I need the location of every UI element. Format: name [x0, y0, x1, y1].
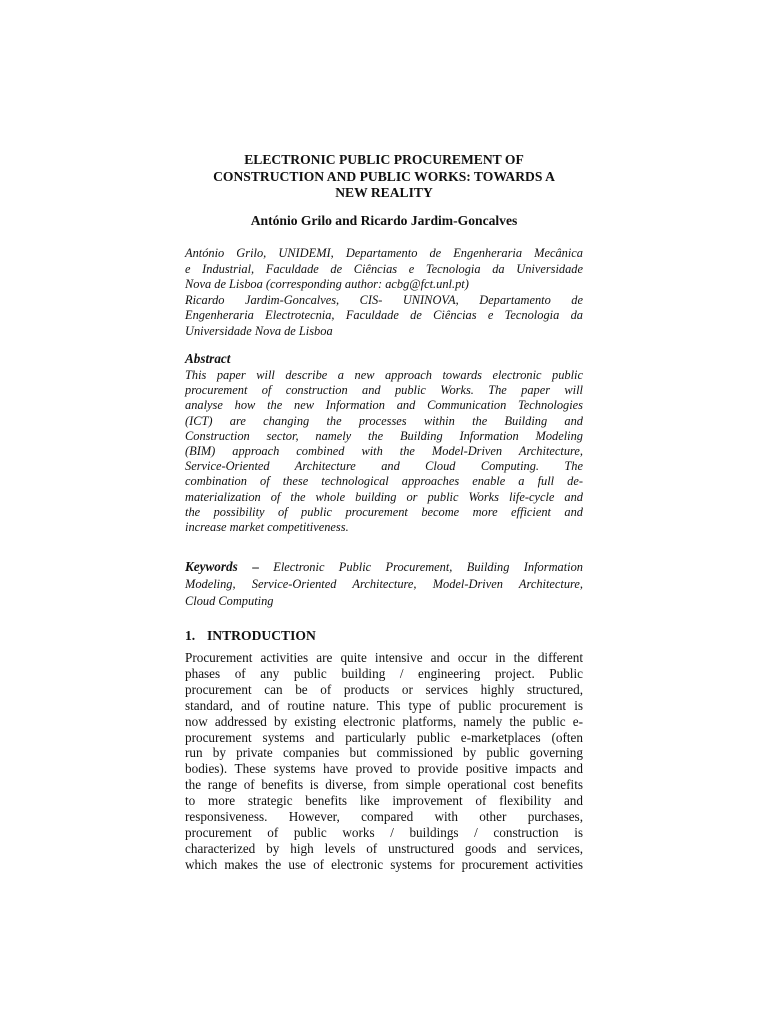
- abstract-line: procurement of construction and public Works. The paper will: [185, 383, 583, 398]
- abstract-line: increase market competitiveness.: [185, 520, 349, 535]
- body-line: Procurement activities are quite intensive and occur in the different: [185, 650, 583, 665]
- body-line: now addressed by existing electronic platforms, namely the public e-: [185, 713, 583, 729]
- abstract-body: [185, 368, 583, 535]
- abstract-line: materialization of the whole building or public Works life-cycle and: [185, 489, 583, 504]
- body-line: responsiveness. However, compared with other purchases,: [185, 809, 583, 825]
- paper-title: [185, 152, 583, 202]
- body-line: bodies). These systems have proved to provide positive impacts and: [185, 761, 583, 777]
- body-line: procurement of public works / buildings / construction is: [185, 824, 583, 840]
- body-line: procurement can be of products or services highly structured,: [185, 681, 583, 697]
- section-number: 1.: [185, 628, 196, 643]
- keywords-block: [185, 558, 583, 611]
- title-line: NEW REALITY: [335, 185, 433, 200]
- affiliation-line: e Industrial, Faculdade de Ciências e Tecnologia da Universidade: [185, 261, 583, 276]
- keywords-line: Modeling, Service-Oriented Architecture, Model-Driven Architecture,: [185, 577, 583, 592]
- keywords-text: Electronic Public Procurement, Building Information: [258, 560, 583, 574]
- title-line: CONSTRUCTION AND PUBLIC WORKS: TOWARDS A: [213, 168, 555, 184]
- section-title: INTRODUCTION: [207, 628, 316, 643]
- body-line: which makes the use of electronic systems for procurement activities: [185, 856, 583, 872]
- affiliation-line: António Grilo, UNIDEMI, Departamento de Engenheraria Mecânica: [185, 246, 583, 260]
- introduction-body: [185, 650, 583, 873]
- author-names: António Grilo and Ricardo Jardim-Goncalves: [250, 213, 518, 228]
- title-line: ELECTRONIC PUBLIC PROCUREMENT OF: [244, 152, 524, 167]
- keywords-label: Keywords –: [185, 559, 259, 574]
- abstract-line: combination of these technological approaches enable a full de-: [185, 474, 583, 489]
- body-line: standard, and of routine nature. This type of public procurement is: [185, 697, 583, 713]
- body-line: phases of any public building / engineering project. Public: [185, 665, 583, 681]
- section-heading: [185, 627, 583, 644]
- keywords-line: Cloud Computing: [185, 594, 274, 609]
- body-line: to more strategic benefits like improvement of flexibility and: [185, 793, 583, 809]
- abstract-line: This paper will describe a new approach towards electronic public: [185, 368, 583, 382]
- abstract-line: (ICT) are changing the processes within the Building and: [185, 413, 583, 428]
- abstract-line: analyse how the new Information and Communication Technologies: [185, 398, 583, 413]
- abstract-line: (BIM) approach combined with the Model-Driven Architecture,: [185, 444, 583, 459]
- keywords-line: [185, 558, 583, 576]
- affiliations: [185, 246, 583, 340]
- body-line: the range of benefits is diverse, from simple operational cost benefits: [185, 777, 583, 793]
- abstract-line: Construction sector, namely the Building Information Modeling: [185, 428, 583, 443]
- body-line: run by private companies but commissioned by public governing: [185, 745, 583, 761]
- abstract-line: the possibility of public procurement become more efficient and: [185, 504, 583, 519]
- affiliation-line: Ricardo Jardim-Goncalves, CIS- UNINOVA, Departamento de: [185, 292, 583, 307]
- body-line: procurement systems and particularly public e-marketplaces (often: [185, 729, 583, 745]
- affiliation-line: Universidade Nova de Lisboa: [185, 323, 333, 338]
- body-line: characterized by high levels of unstructured goods and services,: [185, 840, 583, 856]
- affiliation-line: Nova de Lisboa (corresponding author: acbg@fct.unl.pt): [185, 277, 469, 292]
- affiliation-line: Engenheraria Electrotecnia, Faculdade de Ciências e Tecnologia da: [185, 308, 583, 323]
- abstract-heading: Abstract: [185, 351, 231, 366]
- abstract-line: Service-Oriented Architecture and Cloud Computing. The: [185, 459, 583, 474]
